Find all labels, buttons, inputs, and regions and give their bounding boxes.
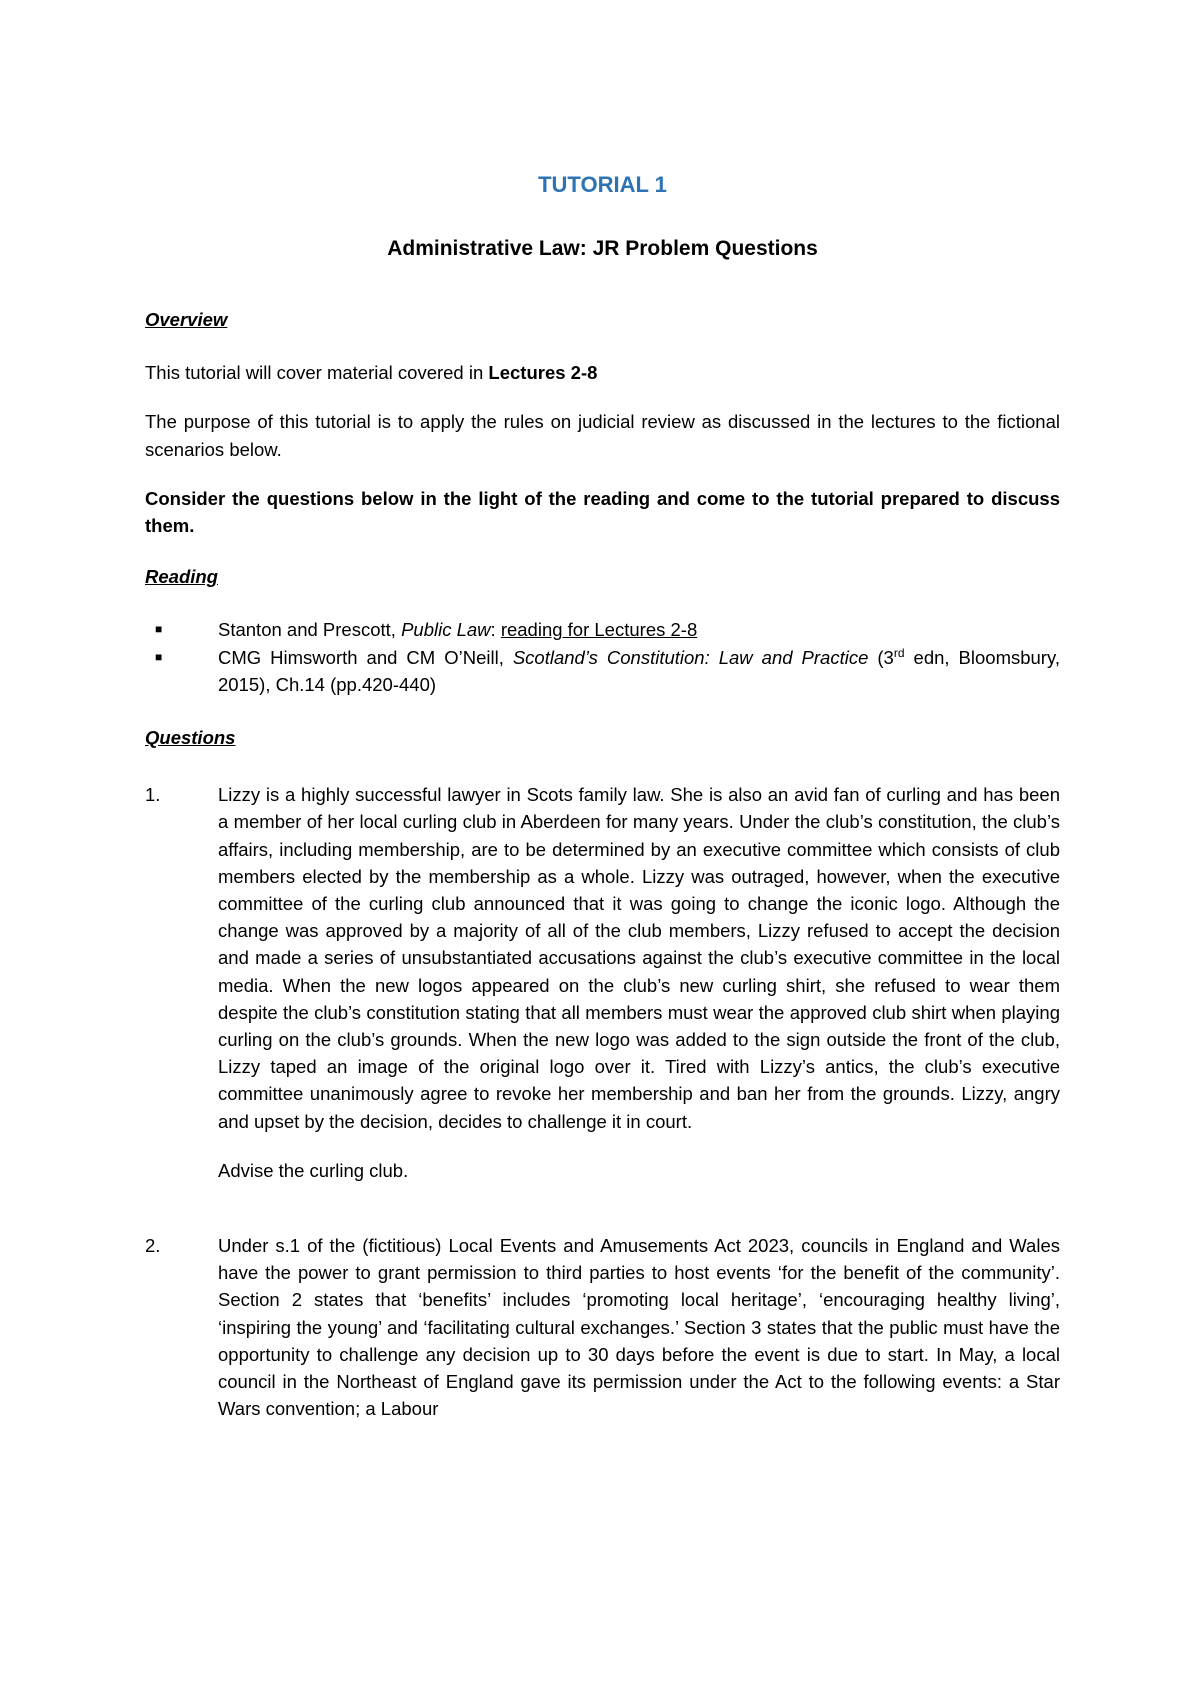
- reading-item-superscript: rd: [893, 645, 905, 660]
- reading-item-link: reading for Lectures 2-8: [500, 619, 698, 641]
- square-bullet-icon: ■: [155, 649, 163, 664]
- reading-heading: Reading: [145, 566, 218, 588]
- overview-lectures-line: [145, 359, 1060, 386]
- questions-list: [145, 781, 1060, 1422]
- question-text: Lizzy is a highly successful lawyer in Scots family law. She is also an avid fan of curling and has been a member of her local curling club in Aberdeen for many years. Under the club’s constitution, the club’s affairs, including membership, are to be determined by an executive committee which consists of club members elected by the membership as a whole. Lizzy was outraged, however, when the executive committee of the curling club announced that it was going to change the iconic logo. Although the change was approved by a majority of all of the club members, Lizzy refused to accept the decision and made a series of unsubstantiated accusations against the club’s executive committee in the local media. When the new logos appeared on the club’s new curling shirt, she refused to wear them despite the club’s constitution stating that all members must wear the approved club shirt when playing curling on the club’s grounds. When the new logo was added to the sign outside the front of the club, Lizzy taped an image of the original logo over it. Tired with Lizzy’s antics, the club’s executive committee unanimously agree to revoke her membership and ban her from the grounds. Lizzy, angry and upset by the decision, decides to challenge it in court.: [218, 784, 1060, 1132]
- overview-lectures-bold: Lectures 2-8: [488, 362, 598, 384]
- reading-item-text: Stanton and Prescott,: [218, 619, 402, 641]
- overview-instruction: Consider the questions below in the light of the reading and come to the tutorial prepared to discuss them.: [145, 487, 1060, 537]
- document-page: [145, 170, 1060, 1423]
- reading-item: [145, 616, 1060, 643]
- question-text: Under s.1 of the (fictitious) Local Events and Amusements Act 2023, councils in England and Wales have the power to grant permission to third parties to host events ‘for the benefit of the community’. Section 2 states that ‘benefits’ includes ‘promoting local heritage’, ‘encouraging healthy living’, ‘inspiring the young’ and ‘facilitating cultural exchanges.’ Section 3 states that the public must have the opportunity to challenge any decision up to 30 days before the event is due to start. In May, a local council in the Northeast of England gave its permission under the Act to the following events: a Star Wars convention; a Labour: [218, 1235, 1060, 1420]
- overview-purpose: The purpose of this tutorial is to apply the rules on judicial review as discussed in the lectures to the fictional scenarios below.: [145, 411, 1060, 460]
- question-follow-up: Advise the curling club.: [218, 1159, 409, 1181]
- questions-heading: Questions: [145, 727, 236, 749]
- reading-item-text: :: [490, 619, 501, 641]
- question-item: [145, 781, 1060, 1184]
- overview-lectures-prefix: This tutorial will cover material covered in: [145, 362, 489, 384]
- question-item: [145, 1232, 1060, 1422]
- reading-item-text: CMG Himsworth and CM O’Neill,: [218, 646, 513, 668]
- reading-list: [145, 616, 1060, 698]
- square-bullet-icon: ■: [155, 622, 163, 637]
- page-title: TUTORIAL 1: [538, 172, 667, 197]
- reading-item-text: edn, Bloomsbury, 2015), Ch.14 (pp.420-440): [218, 646, 1060, 695]
- reading-item-italic: Public Law: [401, 619, 491, 641]
- question-number: 2.: [145, 1235, 161, 1257]
- reading-item-text: (3: [868, 646, 894, 668]
- reading-item: [145, 644, 1060, 698]
- reading-item-italic: Scotland’s Constitution: Law and Practice: [512, 646, 869, 668]
- page-subtitle: Administrative Law: JR Problem Questions: [387, 237, 818, 260]
- question-number: 1.: [145, 784, 161, 806]
- overview-heading: Overview: [145, 309, 228, 330]
